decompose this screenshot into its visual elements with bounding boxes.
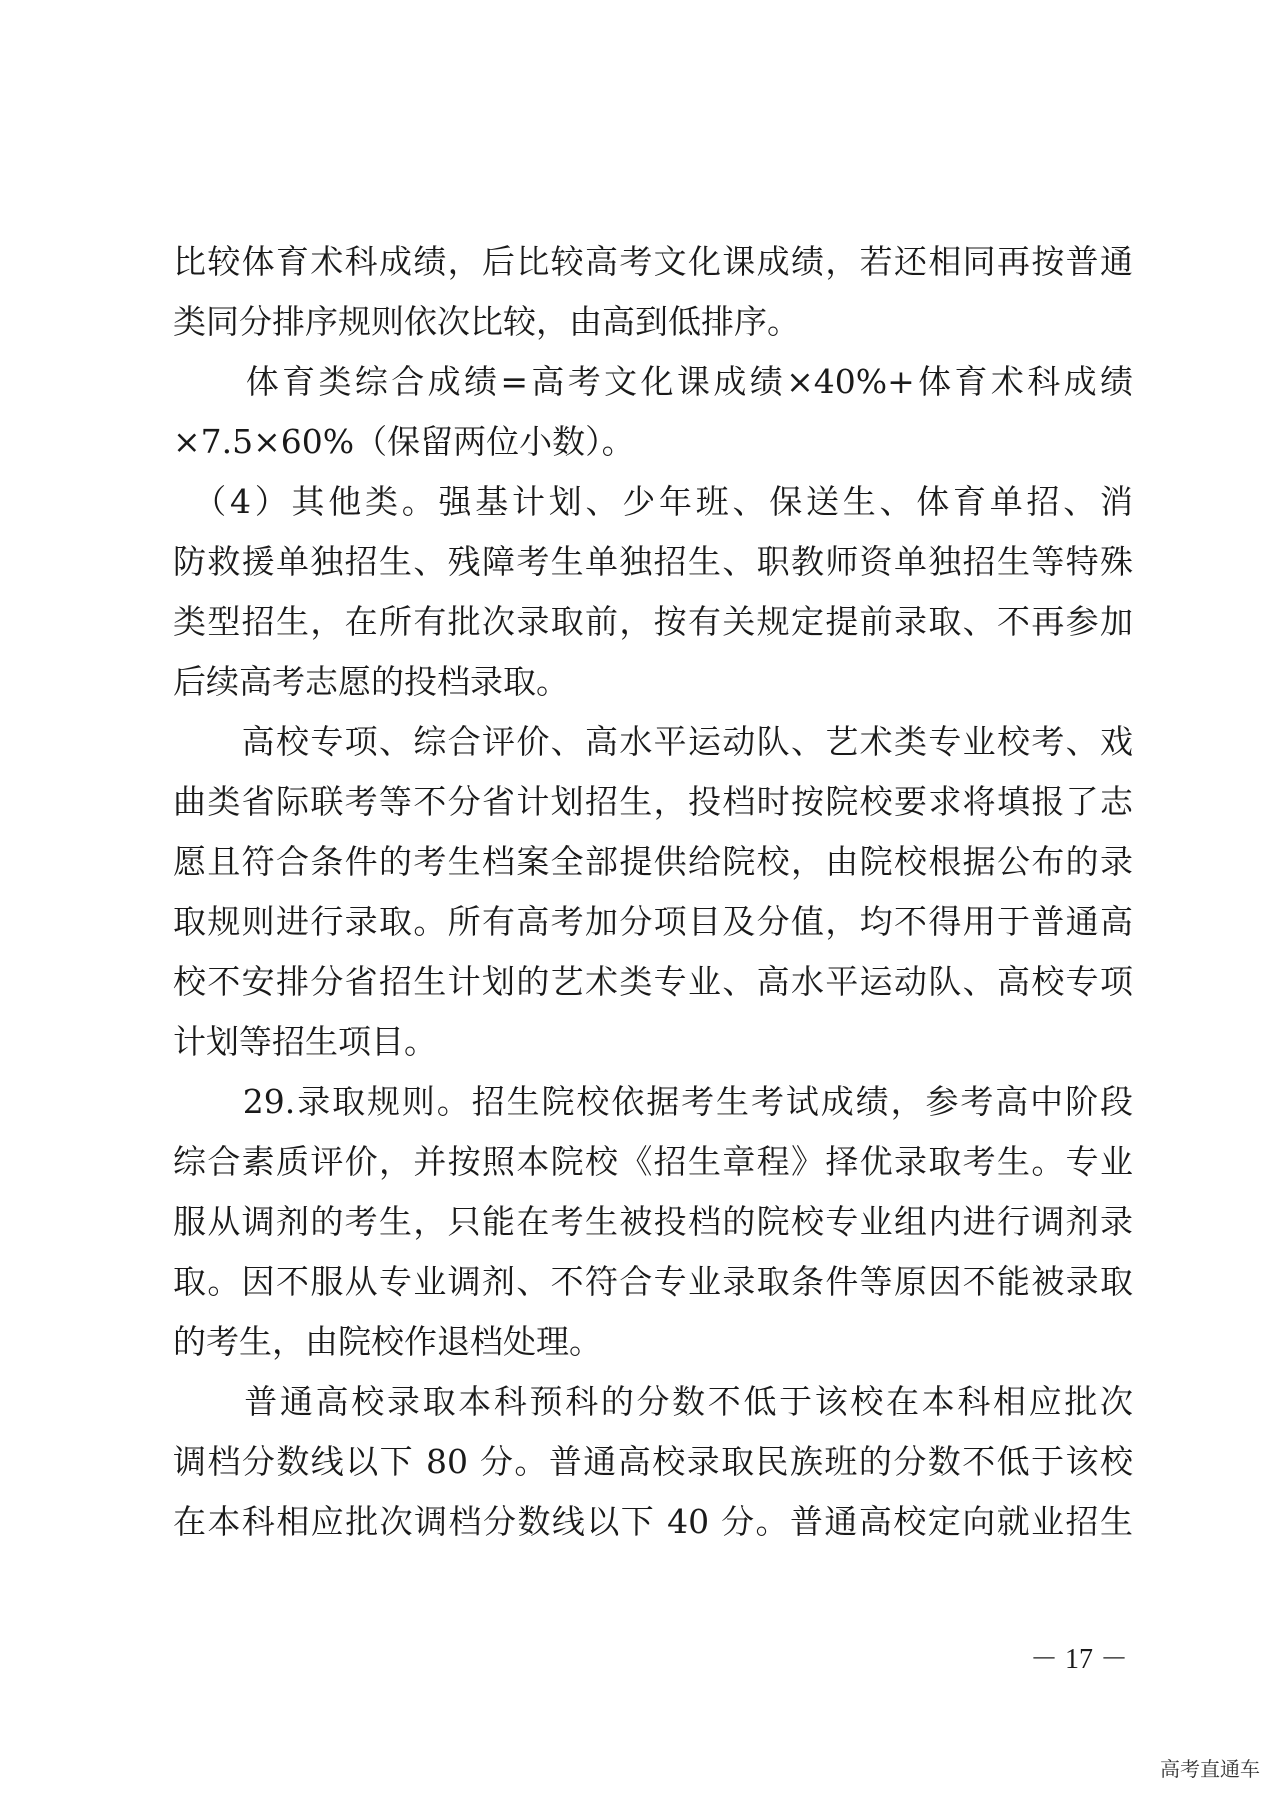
text-line: 服从调剂的考生，只能在考生被投档的院校专业组内进行调剂录: [173, 1202, 1133, 1241]
text-line: 取规则进行录取。所有高考加分项目及分值，均不得用于普通高: [173, 902, 1133, 941]
text-line: 体育类综合成绩=高考文化课成绩×40%+体育术科成绩: [173, 362, 1133, 401]
text-line: 后续高考志愿的投档录取。: [173, 662, 569, 701]
text-line: 取。因不服从专业调剂、不符合专业录取条件等原因不能被录取: [173, 1262, 1133, 1301]
text-line: 类型招生，在所有批次录取前，按有关规定提前录取、不再参加: [173, 602, 1133, 641]
text-line: 校不安排分省招生计划的艺术类专业、高水平运动队、高校专项: [173, 962, 1133, 1001]
text-line: 在本科相应批次调档分数线以下 40 分。普通高校定向就业招生: [173, 1502, 1133, 1541]
text-line: 的考生，由院校作退档处理。: [173, 1322, 602, 1361]
text-line: 调档分数线以下 80 分。普通高校录取民族班的分数不低于该校: [173, 1442, 1133, 1481]
text-line: 比较体育术科成绩，后比较高考文化课成绩，若还相同再按普通: [173, 242, 1133, 281]
text-line: 防救援单独招生、残障考生单独招生、职教师资单独招生等特殊: [173, 542, 1133, 581]
text-line: 高校专项、综合评价、高水平运动队、艺术类专业校考、戏: [173, 722, 1133, 761]
text-line: 计划等招生项目。: [173, 1022, 437, 1061]
text-line: 曲类省际联考等不分省计划招生，投档时按院校要求将填报了志: [173, 782, 1133, 821]
text-line: 普通高校录取本科预科的分数不低于该校在本科相应批次: [173, 1382, 1133, 1421]
page-number: － 17 －: [1030, 1644, 1129, 1675]
text-line: （4）其他类。强基计划、少年班、保送生、体育单招、消: [173, 482, 1133, 521]
text-line: 愿且符合条件的考生档案全部提供给院校，由院校根据公布的录: [173, 842, 1133, 881]
watermark-text: 高考直通车: [1160, 1757, 1260, 1781]
text-line: ×7.5×60%（保留两位小数）。: [173, 422, 635, 461]
text-line: 类同分排序规则依次比较，由高到低排序。: [173, 302, 800, 341]
text-line: 29.录取规则。招生院校依据考生考试成绩，参考高中阶段: [173, 1082, 1133, 1121]
text-line: 综合素质评价，并按照本院校《招生章程》择优录取考生。专业: [173, 1142, 1133, 1181]
